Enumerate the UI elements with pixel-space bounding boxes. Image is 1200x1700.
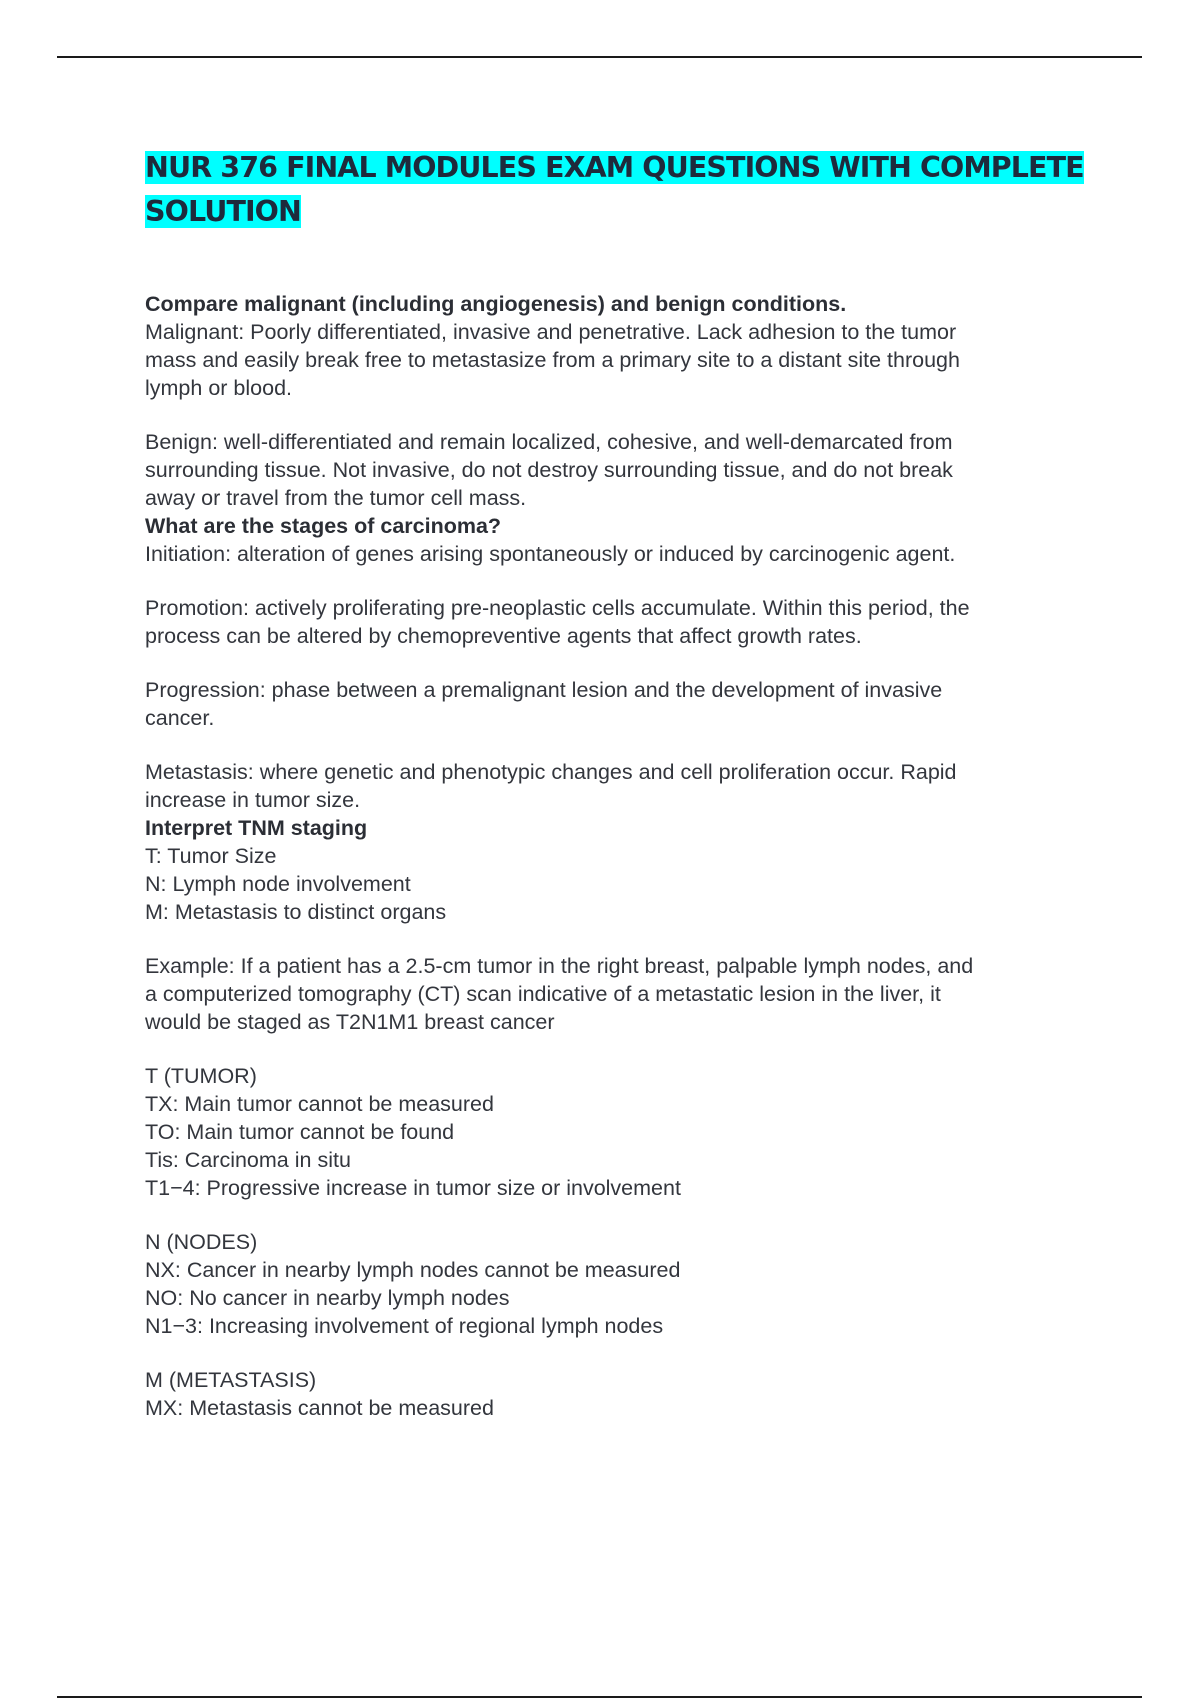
answer-line: M (METASTASIS): [145, 1368, 317, 1392]
answer-line: N (NODES): [145, 1230, 258, 1254]
answer-paragraph-tumor: [145, 1062, 1090, 1202]
answer-paragraph-example: [145, 952, 1090, 1036]
question-block-carcinoma-stages: [145, 512, 1090, 814]
answer-line: Tis: Carcinoma in situ: [145, 1148, 351, 1172]
answer-line: TO: Main tumor cannot be found: [145, 1120, 455, 1144]
answer-line: T (TUMOR): [145, 1064, 257, 1088]
answer-line: N1−3: Increasing involvement of regional lymph nodes: [145, 1314, 664, 1338]
document-body: [145, 146, 1090, 1422]
answer-line: lymph or blood.: [145, 376, 292, 400]
answer-line: T1−4: Progressive increase in tumor size or involvement: [145, 1176, 681, 1200]
answer-line: NO: No cancer in nearby lymph nodes: [145, 1286, 510, 1310]
answer-line: MX: Metastasis cannot be measured: [145, 1396, 494, 1420]
answer-line: Progression: phase between a premalignant lesion and the development of invasive: [145, 678, 943, 702]
question-heading: Interpret TNM staging: [145, 816, 368, 840]
answer-paragraph-initiation: [145, 540, 1090, 568]
answer-line: Initiation: alteration of genes arising spontaneously or induced by carcinogenic agent.: [145, 542, 956, 566]
answer-line: T: Tumor Size: [145, 844, 277, 868]
answer-line: away or travel from the tumor cell mass.: [145, 486, 527, 510]
answer-paragraph-metastasis-staging: [145, 1366, 1090, 1422]
question-block-malignant-benign: [145, 290, 1090, 512]
answer-paragraph-metastasis: [145, 758, 1090, 814]
question-heading: What are the stages of carcinoma?: [145, 514, 502, 538]
answer-paragraph-promotion: [145, 594, 1090, 650]
answer-line: mass and easily break free to metastasize from a primary site to a distant site through: [145, 348, 960, 372]
answer-paragraph-malignant: [145, 318, 1090, 402]
answer-paragraph-benign: [145, 428, 1090, 512]
answer-line: process can be altered by chemopreventive agents that affect growth rates.: [145, 624, 862, 648]
answer-line: would be staged as T2N1M1 breast cancer: [145, 1010, 555, 1034]
answer-line: a computerized tomography (CT) scan indicative of a metastatic lesion in the liver, it: [145, 982, 941, 1006]
header-rule: [57, 56, 1142, 58]
answer-line: Benign: well-differentiated and remain localized, cohesive, and well-demarcated from: [145, 430, 953, 454]
footer-rule: [57, 1696, 1142, 1698]
answer-line: surrounding tissue. Not invasive, do not destroy surrounding tissue, and do not break: [145, 458, 953, 482]
title-line-1: NUR 376 FINAL MODULES EXAM QUESTIONS WITH COMPLETE: [145, 151, 1084, 184]
answer-line: TX: Main tumor cannot be measured: [145, 1092, 494, 1116]
answer-line: cancer.: [145, 706, 215, 730]
answer-paragraph-nodes: [145, 1228, 1090, 1340]
answer-line: NX: Cancer in nearby lymph nodes cannot be measured: [145, 1258, 681, 1282]
title-line-2: SOLUTION: [145, 195, 301, 228]
answer-line: Malignant: Poorly differentiated, invasive and penetrative. Lack adhesion to the tumor: [145, 320, 957, 344]
question-heading: Compare malignant (including angiogenesis) and benign conditions.: [145, 292, 847, 316]
document-title: [145, 146, 1090, 234]
answer-line: M: Metastasis to distinct organs: [145, 900, 447, 924]
answer-line: Example: If a patient has a 2.5-cm tumor in the right breast, palpable lymph nodes, and: [145, 954, 974, 978]
answer-line: Metastasis: where genetic and phenotypic changes and cell proliferation occur. Rapid: [145, 760, 957, 784]
answer-line: increase in tumor size.: [145, 788, 361, 812]
answer-paragraph-progression: [145, 676, 1090, 732]
answer-line: N: Lymph node involvement: [145, 872, 411, 896]
question-block-tnm-staging: [145, 814, 1090, 1422]
answer-line: Promotion: actively proliferating pre-neoplastic cells accumulate. Within this period, the: [145, 596, 970, 620]
answer-paragraph-tnm: [145, 842, 1090, 926]
